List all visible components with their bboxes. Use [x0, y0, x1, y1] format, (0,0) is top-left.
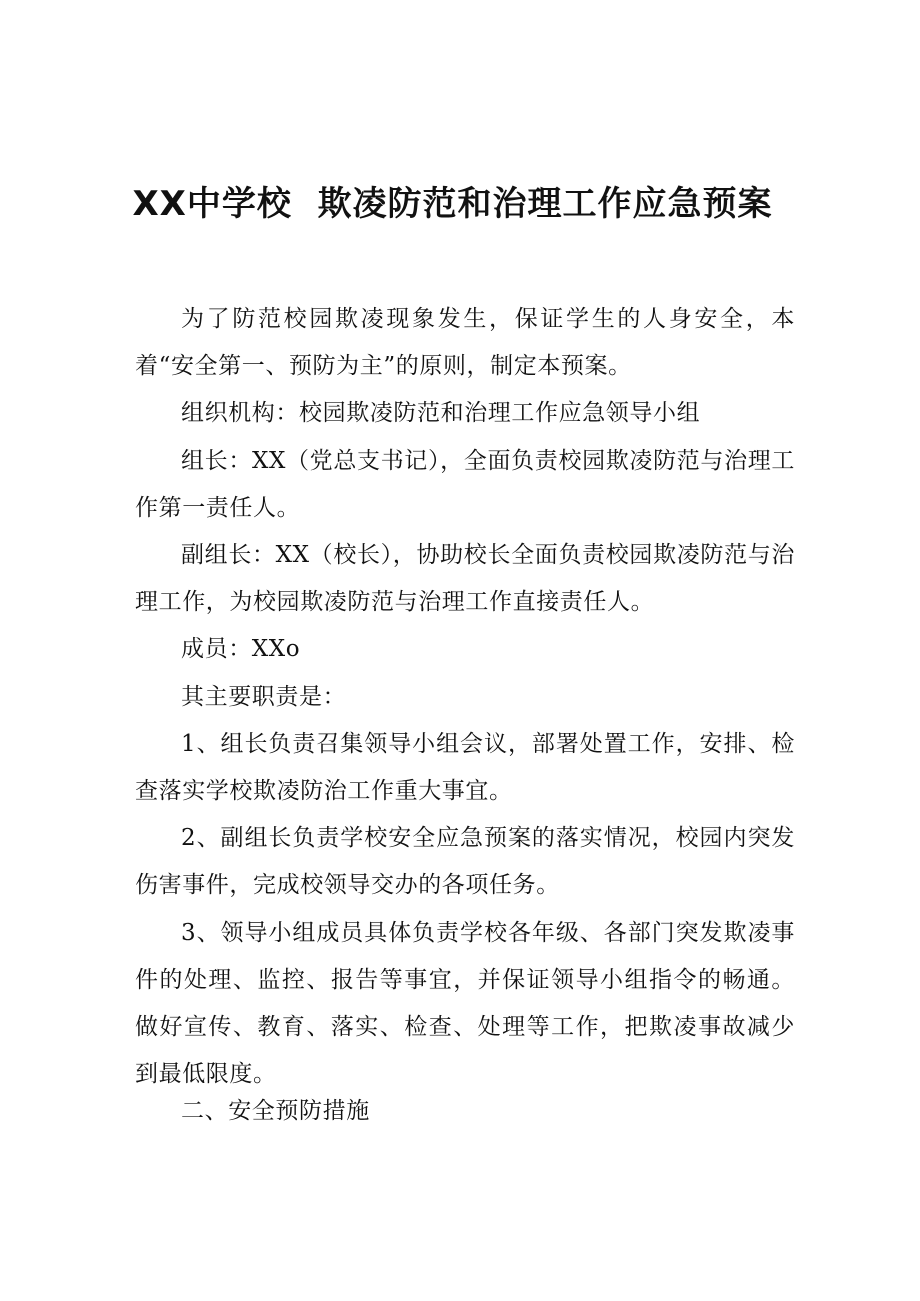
- document-title: XX中学校 欺凌防范和治理工作应急预案: [132, 184, 773, 224]
- paragraph-organization: 组织机构：校园欺凌防范和治理工作应急领导小组: [181, 400, 701, 427]
- paragraph-leader: 组长：XX（党总支书记），全面负责校园欺凌防范与治理工作第一责任人。: [135, 447, 795, 521]
- document-body: [135, 296, 795, 1130]
- paragraph-duties-heading: 其主要职责是：: [181, 683, 347, 710]
- paragraph-duty-3: 3、领导小组成员具体负责学校各年级、各部门突发欺凌事件的处理、监控、报告等事宜，并保证领导小组指令的畅通。做好宣传、教育、落实、检查、处理等工作，把欺凌事故减少到最低限度。: [135, 919, 795, 1088]
- paragraph-duty-2: 2、副组长负责学校安全应急预案的落实情况，校园内突发伤害事件，完成校领导交办的各项任务。: [135, 825, 795, 899]
- paragraph-intro: 为了防范校园欺凌现象发生，保证学生的人身安全，本着“安全第一、预防为主”的原则，制定本预案。: [135, 306, 795, 380]
- section-heading-prevention: 二、安全预防措施: [181, 1098, 370, 1125]
- paragraph-duty-1: 1、组长负责召集领导小组会议，部署处置工作，安排、检查落实学校欺凌防治工作重大事宜。: [135, 730, 795, 805]
- paragraph-deputy-leader: 副组长：XX（校长），协助校长全面负责校园欺凌防范与治理工作，为校园欺凌防范与治理工作直接责任人。: [135, 542, 795, 616]
- paragraph-members: 成员：XXo: [181, 636, 301, 663]
